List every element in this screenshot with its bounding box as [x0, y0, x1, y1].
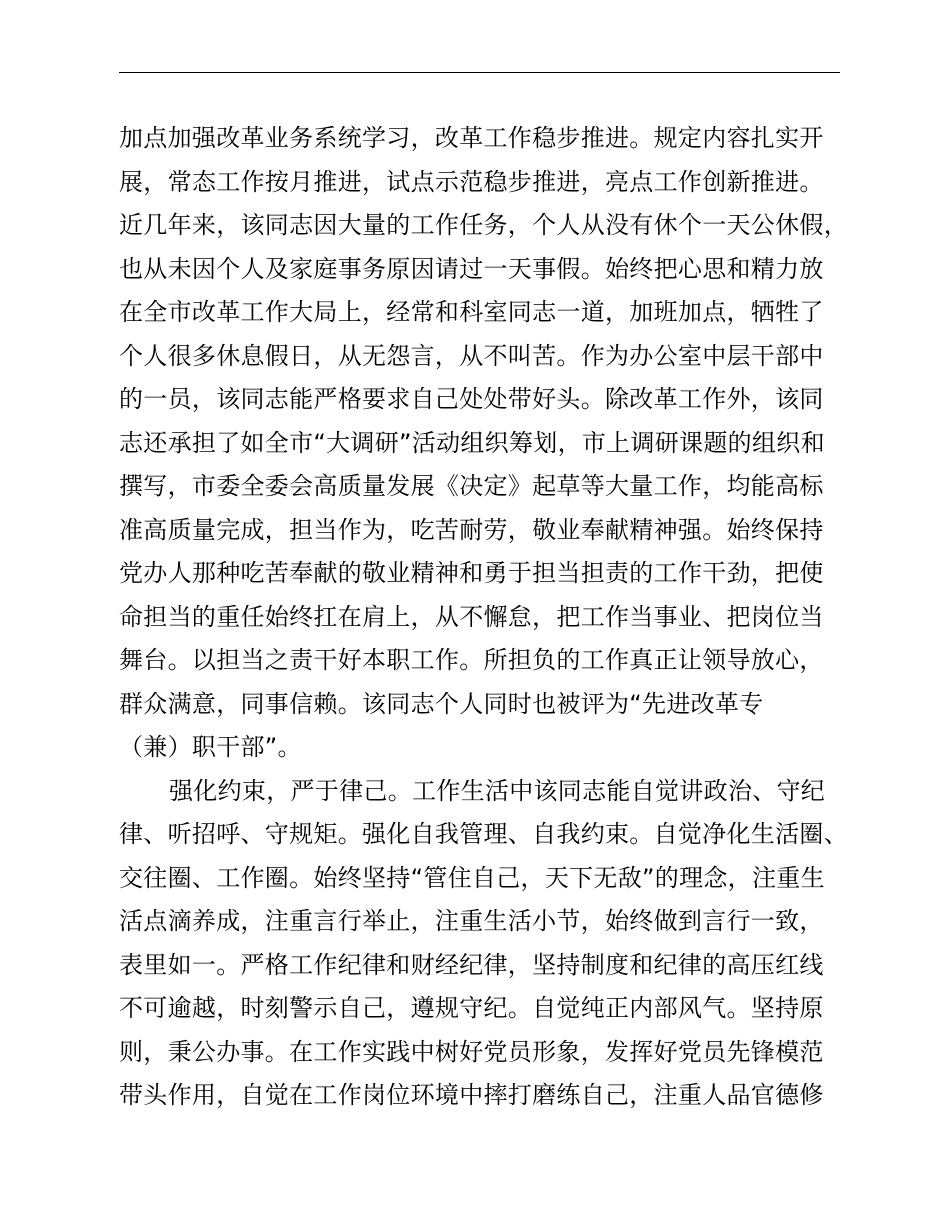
paragraph-line: 不可逾越，时刻警示自己，遵规守纪。自觉纯正内部风气。坚持原 [119, 994, 824, 1022]
paragraph-line: 命担当的重任始终扛在肩上，从不懈怠，把工作当事业、把岗位当 [119, 602, 824, 631]
paragraph-line: 撰写，市委全委会高质量发展《决定》起草等大量工作，均能高标 [119, 472, 824, 500]
paragraph-line: 活点滴养成，注重言行举止，注重生活小节，始终做到言行一致， [119, 907, 824, 935]
paragraph-line: 在全市改革工作大局上，经常和科室同志一道，加班加点，牺牲了 [119, 298, 824, 326]
paragraph-line: 个人很多休息假日，从无怨言，从不叫苦。作为办公室中层干部中 [119, 341, 824, 370]
paragraph-first-line: 强化约束，严于律己。工作生活中该同志能自觉讲政治、守纪 [169, 776, 826, 805]
paragraph-line: 志还承担了如全市“大调研”活动组织筹划，市上调研课题的组织和 [119, 428, 825, 457]
paragraph-line: 准高质量完成，担当作为，吃苦耐劳，敬业奉献精神强。始终保持 [119, 515, 824, 544]
paragraph-line: 则，秉公办事。在工作实践中树好党员形象，发挥好党员先锋模范 [119, 1037, 824, 1066]
paragraph-line: 近几年来，该同志因大量的工作任务，个人从没有休个一天公休假， [119, 211, 848, 239]
body-text [119, 117, 879, 1118]
paragraph-line: 交往圈、工作圈。始终坚持“管住自己，天下无敌”的理念，注重生 [119, 863, 825, 892]
paragraph-line: 带头作用，自觉在工作岗位环境中摔打磨练自己，注重人品官德修 [119, 1081, 824, 1109]
header-rule [119, 72, 840, 73]
paragraph-line: 也从未因个人及家庭事务原因请过一天事假。始终把心思和精力放 [119, 254, 824, 283]
paragraph-line: 群众满意，同事信赖。该同志个人同时也被评为“先进改革专 [119, 689, 764, 718]
paragraph-line: 舞台。以担当之责干好本职工作。所担负的工作真正让领导放心， [119, 646, 824, 674]
paragraph-line: 表里如一。严格工作纪律和财经纪律，坚持制度和纪律的高压红线 [119, 950, 824, 979]
paragraph-line: 律、听招呼、守规矩。强化自我管理、自我约束。自觉净化生活圈、 [119, 820, 848, 848]
paragraph-line: （兼）职干部”。 [119, 733, 302, 761]
paragraph-line: 展，常态工作按月推进，试点示范稳步推进，亮点工作创新推进。 [119, 167, 824, 196]
paragraph-line: 的一员，该同志能严格要求自己处处带好头。除改革工作外，该同 [119, 385, 824, 413]
paragraph-line: 党办人那种吃苦奉献的敬业精神和勇于担当担责的工作干劲，把使 [119, 559, 824, 587]
paragraph-line: 加点加强改革业务系统学习，改革工作稳步推进。规定内容扎实开 [119, 124, 824, 152]
